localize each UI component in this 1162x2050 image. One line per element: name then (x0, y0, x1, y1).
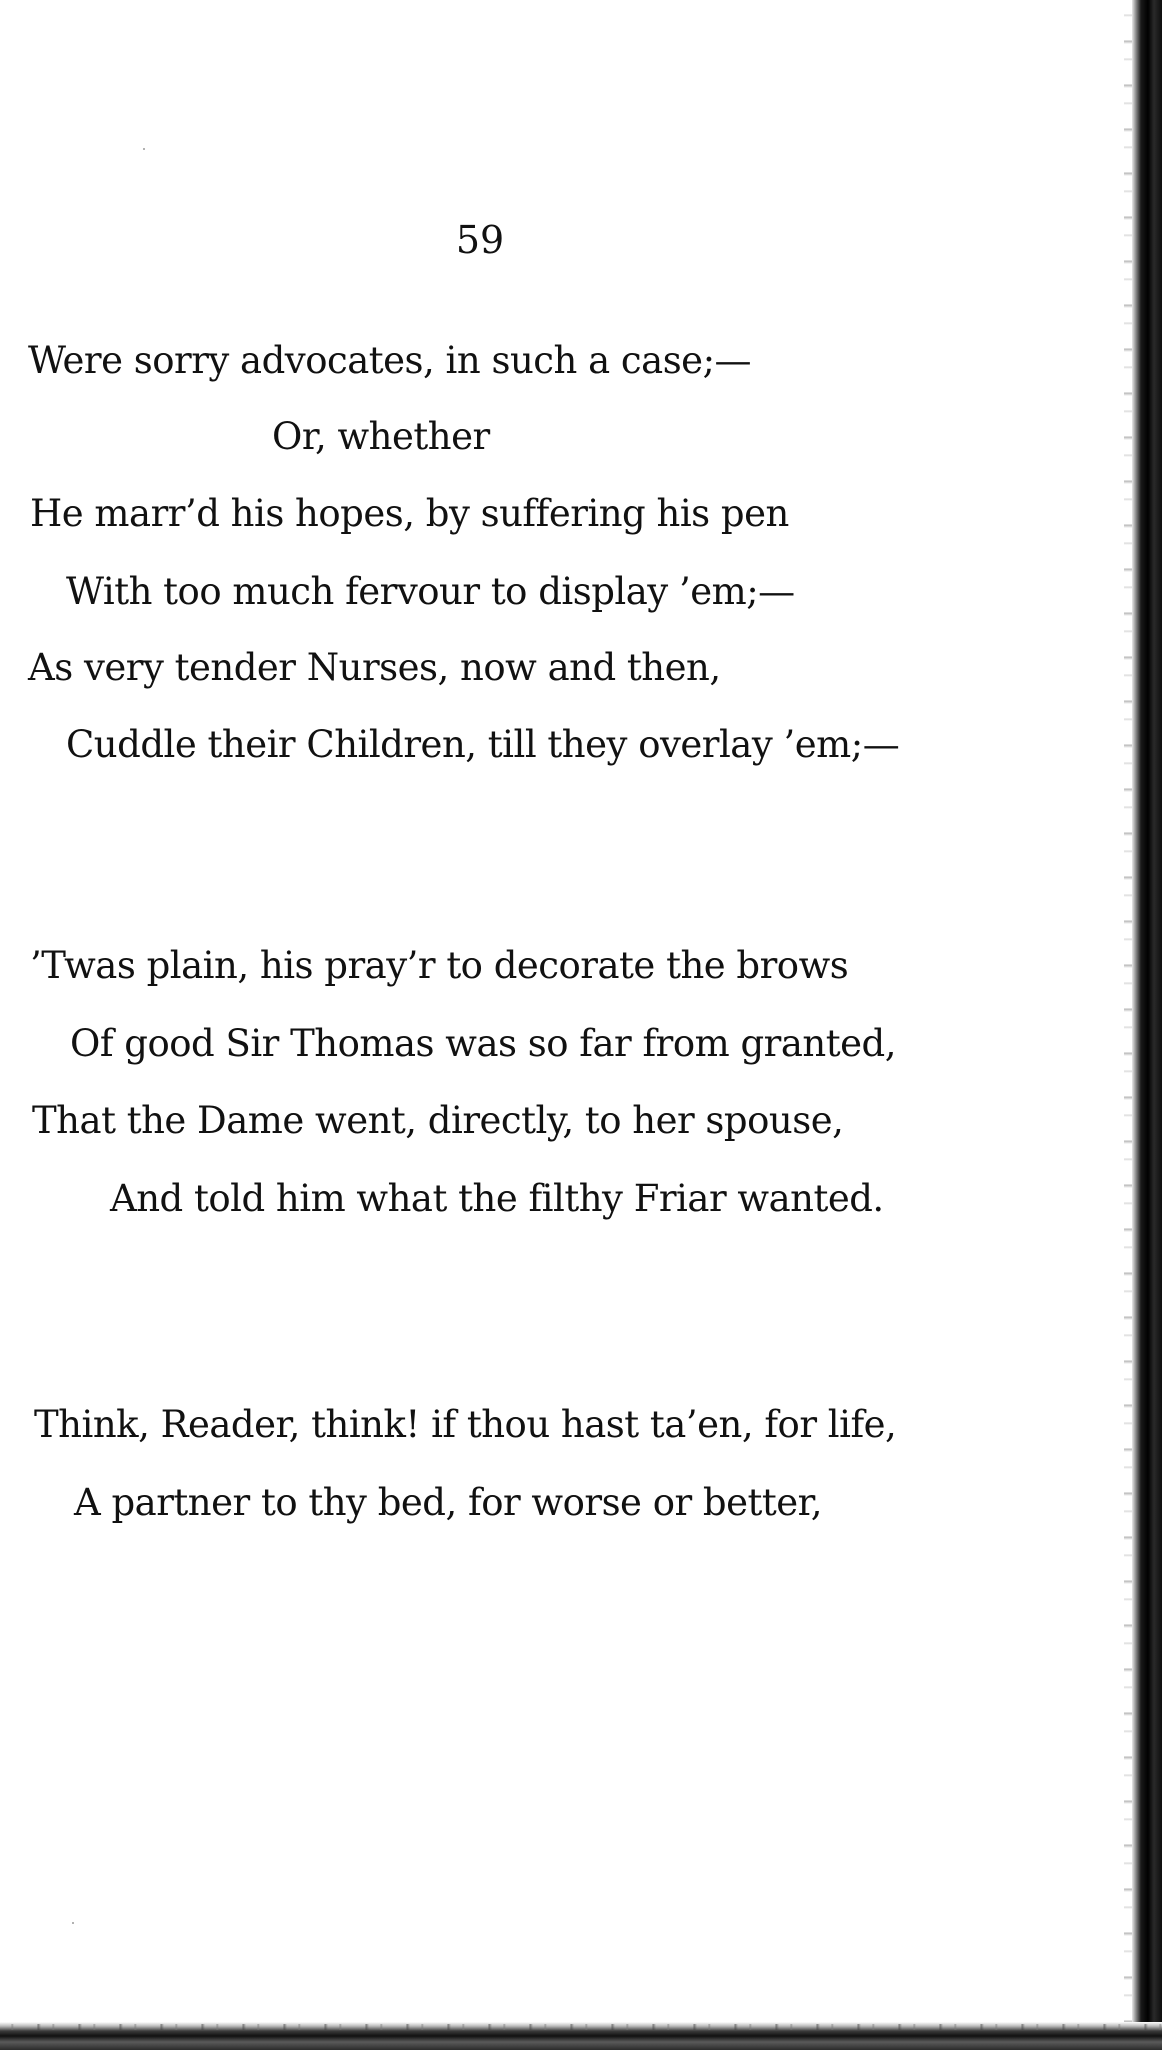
verse-line: ’Twas plain, his pray’r to decorate the brows (30, 944, 849, 987)
verse-line: He marr’d his hopes, by suffering his pen (30, 492, 789, 535)
page-edge-shadow (1124, 0, 1132, 2050)
verse-line: And told him what the filthy Friar wanted. (110, 1177, 884, 1220)
verse-line: A partner to thy bed, for worse or better, (74, 1481, 823, 1524)
verse-line: Or, whether (272, 415, 490, 458)
verse-line: Think, Reader, think! if thou hast ta’en, for life, (34, 1403, 897, 1446)
verse-line: Of good Sir Thomas was so far from granted, (70, 1022, 896, 1065)
verse-line: With too much fervour to display ’em;— (66, 570, 795, 613)
verse-line: Cuddle their Children, till they overlay ’em;— (66, 723, 900, 766)
verse-line: That the Dame went, directly, to her spouse, (32, 1099, 844, 1142)
verse-line: As very tender Nurses, now and then, (28, 646, 721, 689)
paper-speck (143, 148, 145, 150)
paper-speck (72, 1922, 74, 1924)
page-number: 59 (455, 218, 505, 262)
book-edge-right (1132, 0, 1162, 2050)
book-edge-texture (0, 2024, 1162, 2030)
verse-line: Were sorry advocates, in such a case;— (28, 339, 752, 382)
